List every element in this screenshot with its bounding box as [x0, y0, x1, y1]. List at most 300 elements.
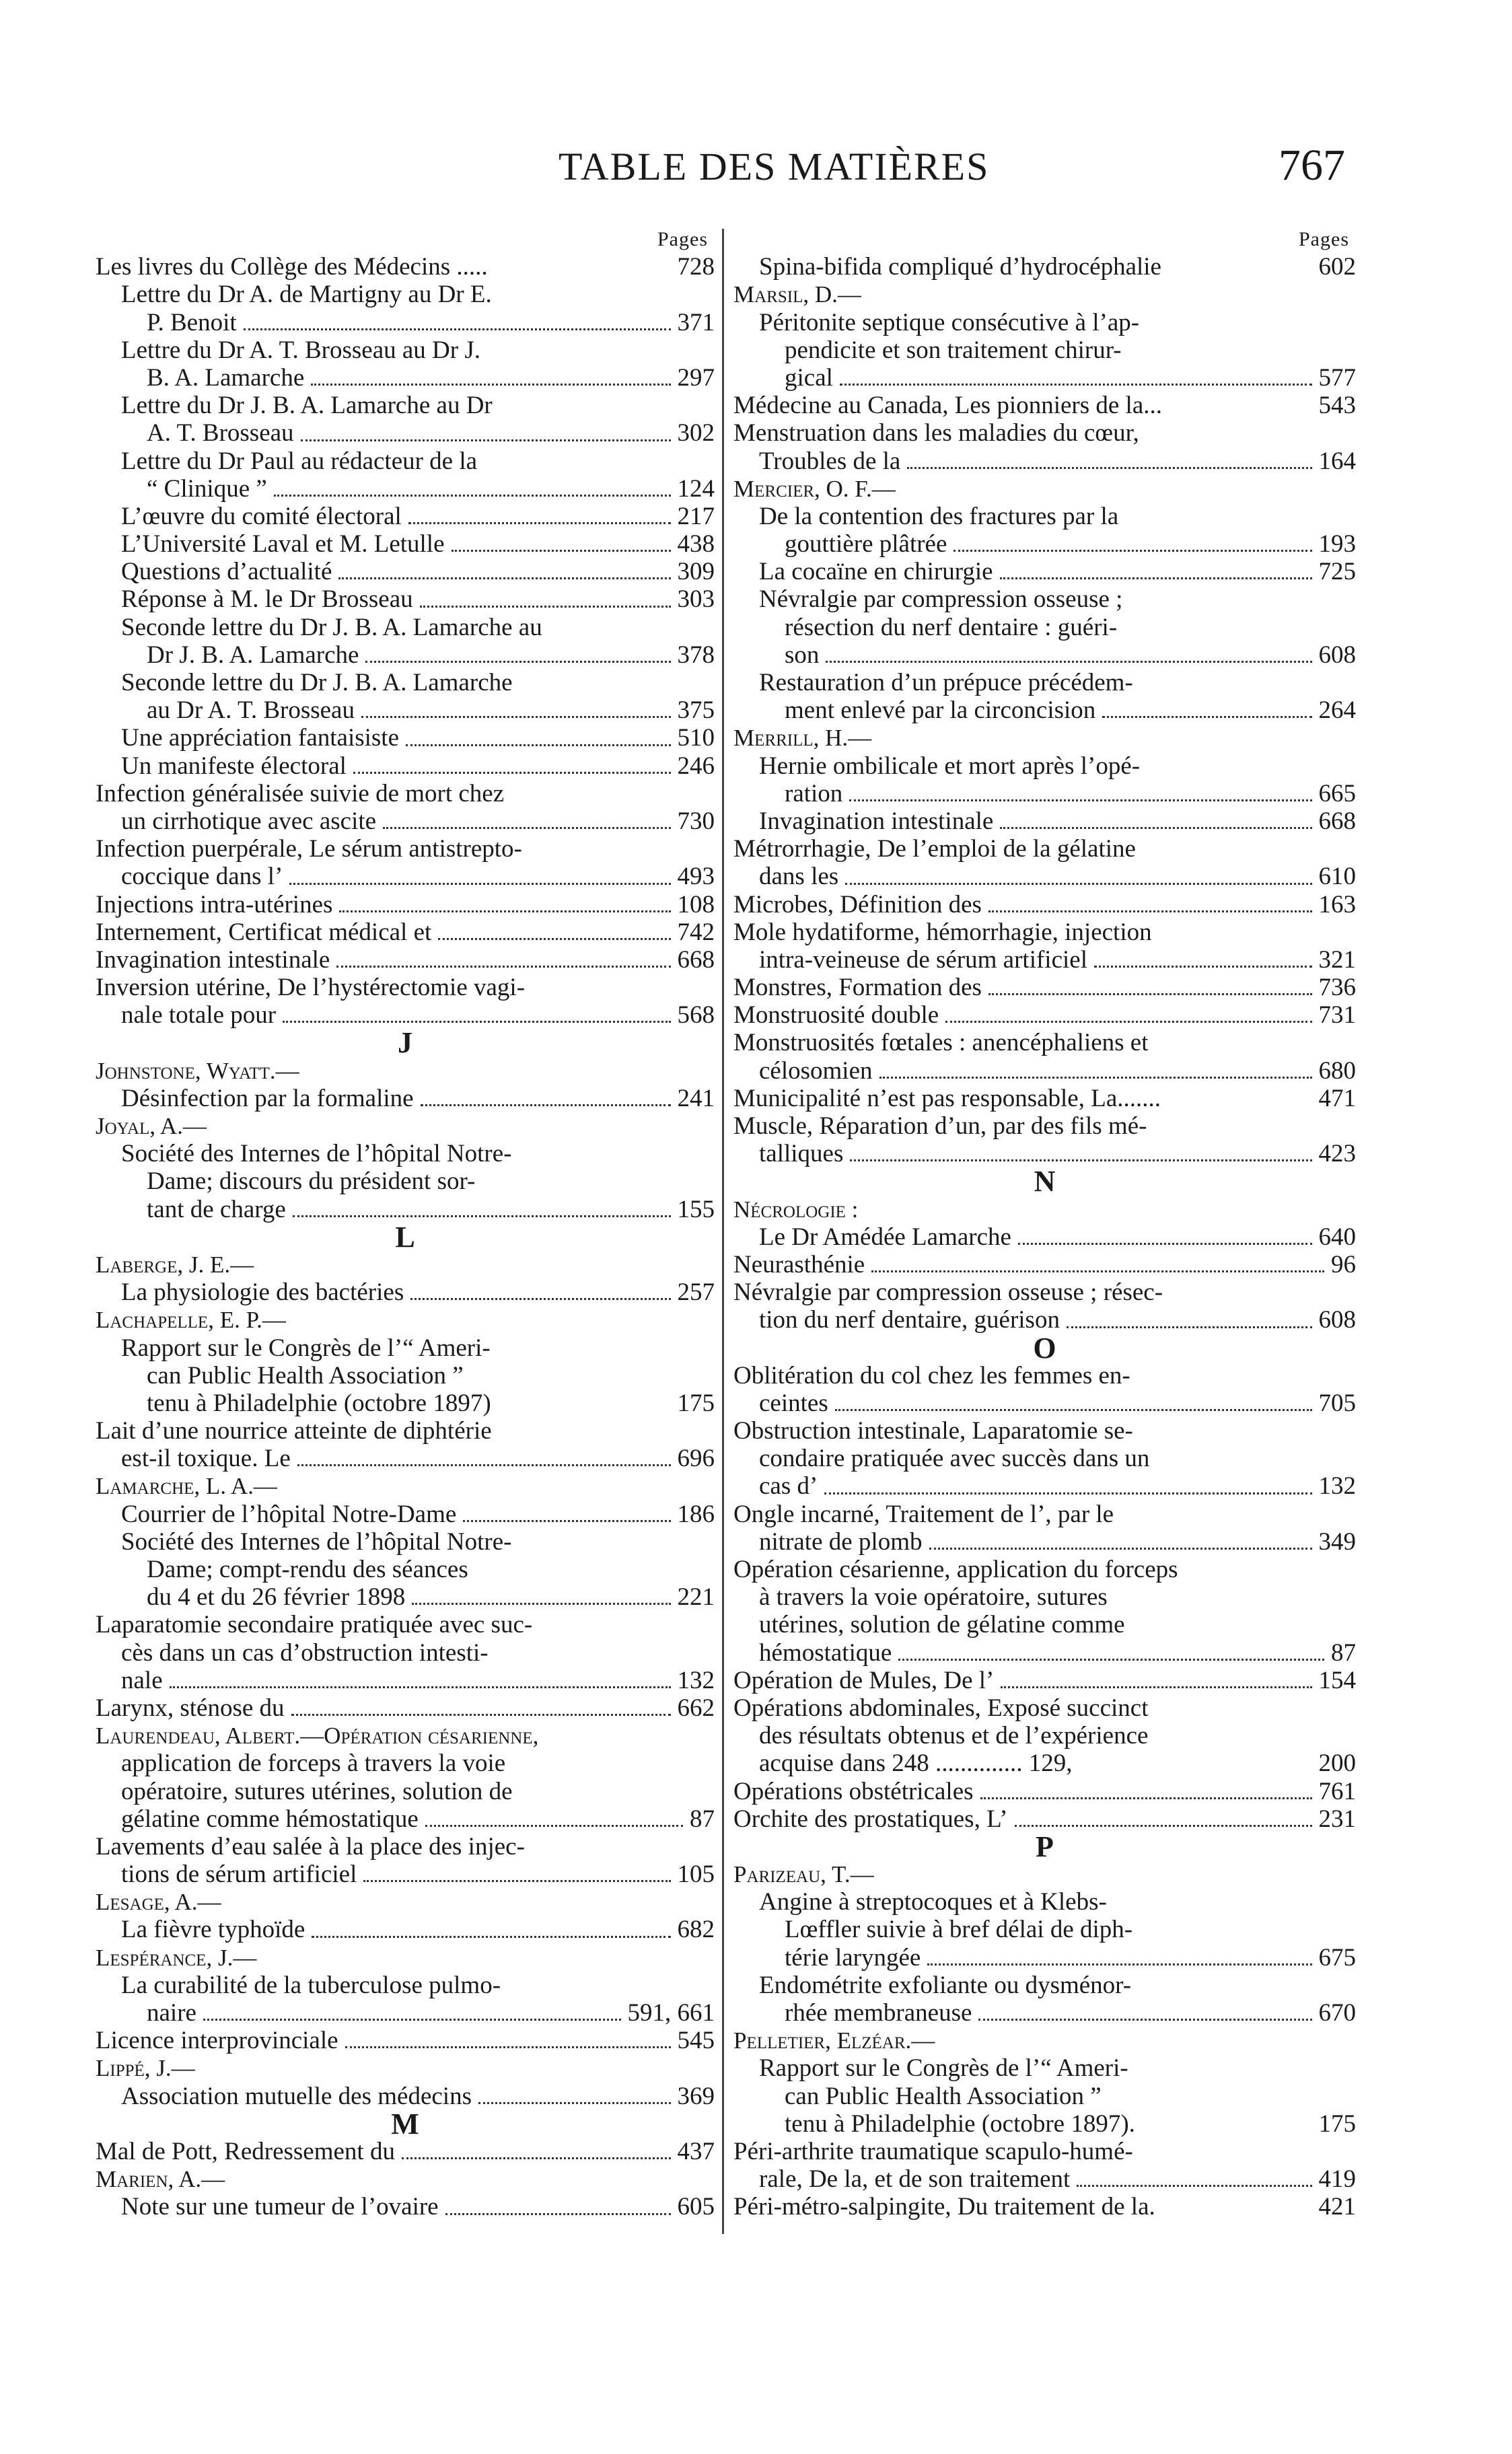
dot-leader: [988, 883, 1312, 912]
index-entry: [96, 253, 715, 281]
entry-page-number: 680: [1318, 1056, 1356, 1085]
entry-page-number: 437: [677, 2137, 715, 2165]
entry-text: Laparatomie secondaire pratiquée avec suc-: [96, 1611, 533, 1639]
right-index-column: [733, 225, 1356, 2221]
entry-text: gélatine comme hémostatique: [121, 1805, 419, 1833]
entry-text: La cocaïne en chirurgie: [759, 558, 993, 586]
index-entry: [733, 2165, 1356, 2193]
index-entry: [733, 2054, 1356, 2082]
entry-page-number: 662: [677, 1694, 715, 1722]
entry-text: Mal de Pott, Redressement du: [96, 2137, 395, 2165]
index-entry: [733, 447, 1356, 475]
dot-leader: [301, 411, 671, 441]
entry-page-number: 303: [677, 585, 715, 614]
entry-text: La fièvre typhoïde: [121, 1916, 305, 1944]
index-entry: [96, 585, 715, 613]
entry-text: Parizeau, T.—: [733, 1861, 874, 1888]
index-entry: [96, 1196, 715, 1223]
section-letter: L: [395, 1220, 415, 1254]
entry-text: gical: [785, 363, 833, 392]
entry-text: Infection puerpérale, Le sérum antistrepto-: [96, 835, 522, 863]
section-letter: J: [398, 1026, 412, 1060]
dot-leader: [826, 633, 1312, 663]
index-entry: [733, 1888, 1356, 1916]
entry-text: ceintes: [759, 1389, 828, 1417]
entry-text: Spina-bifida compliqué d’hydrocéphalie: [759, 253, 1161, 281]
index-entry: [96, 1306, 715, 1334]
entry-text: condaire pratiquée avec succès dans un: [759, 1445, 1150, 1473]
entry-page-number: 742: [677, 918, 715, 946]
entry-text: Hernie ombilicale et mort après l’opé-: [759, 752, 1141, 780]
entry-text: Lettre du Dr Paul au rédacteur de la: [121, 447, 478, 475]
entry-text: Médecine au Canada, Les pionniers de la...: [733, 392, 1162, 420]
index-entry: [733, 1140, 1356, 1167]
dot-leader: [929, 1520, 1312, 1550]
entry-page-number: 246: [677, 752, 715, 780]
entry-text: Microbes, Définition des: [733, 890, 982, 918]
entry-text: Dame; compt-rendu des séances: [147, 1556, 468, 1583]
entry-page-number: 155: [677, 1195, 715, 1223]
entry-text: Seconde lettre du Dr J. B. A. Lamarche au: [121, 613, 542, 641]
entry-text: ment enlevé par la circoncision: [785, 696, 1096, 725]
index-entry: [733, 1306, 1356, 1334]
entry-page-number: 371: [677, 308, 715, 336]
entry-text: Réponse à M. le Dr Brosseau: [121, 585, 413, 614]
dot-leader: [845, 855, 1312, 884]
section-letter: O: [1033, 1331, 1056, 1365]
entry-text: Névralgie par compression osseuse ; résec-: [733, 1278, 1163, 1307]
entry-text: tant de charge: [147, 1195, 286, 1223]
index-entry: [733, 392, 1356, 419]
index-entry: [96, 2083, 715, 2110]
dot-leader: [170, 1659, 671, 1688]
entry-text: Rapport sur le Congrès de l’“ Ameri-: [121, 1334, 491, 1362]
entry-text: Merrill, H.—: [733, 725, 872, 752]
index-entry: [733, 1667, 1356, 1694]
entry-text: Joyal, A.—: [96, 1113, 207, 1139]
entry-text: Infection généralisée suivie de mort chez: [96, 779, 505, 807]
entry-page-number: 696: [677, 1445, 715, 1473]
dot-leader: [1001, 1659, 1312, 1688]
entry-page-number: 132: [677, 1666, 715, 1694]
entry-text: Monstruosités fœtales : anencéphaliens et: [733, 1029, 1149, 1057]
index-entry: [96, 1722, 715, 1749]
index-entry: [733, 1251, 1356, 1278]
index-entry: [96, 1583, 715, 1611]
dot-leader: [410, 1270, 671, 1300]
entry-text: térie laryngée: [785, 1943, 921, 1972]
entry-page-number: 378: [677, 641, 715, 669]
index-entry: [96, 2027, 715, 2054]
entry-text: Internement, Certificat médical et: [96, 918, 432, 946]
entry-text: Oblitération du col chez les femmes en-: [733, 1361, 1130, 1390]
dot-leader: [336, 938, 671, 968]
dot-leader: [1094, 938, 1312, 968]
entry-text: rhée membraneuse: [785, 1999, 972, 2027]
entry-text: Désinfection par la formaline: [121, 1084, 414, 1112]
entry-text: application de forceps à travers la voie: [121, 1749, 506, 1778]
dot-leader: [953, 522, 1312, 552]
index-entry: [96, 1861, 715, 1888]
dot-leader: [244, 301, 671, 330]
entry-page-number: 493: [677, 863, 715, 891]
index-entry: [733, 1390, 1356, 1417]
entry-text: ration: [785, 779, 843, 807]
entry-page-number: 730: [677, 807, 715, 835]
entry-page-number: 705: [1318, 1389, 1356, 1417]
entry-text: nale: [121, 1666, 163, 1694]
index-entry: [96, 1085, 715, 1112]
dot-leader: [879, 1049, 1312, 1079]
entry-page-number: 163: [1318, 890, 1356, 918]
entry-page-number: 175: [1318, 2109, 1356, 2138]
index-entry: [96, 1916, 715, 1943]
entry-page-number: 241: [677, 1084, 715, 1112]
entry-text: Invagination intestinale: [759, 807, 994, 835]
index-entry: [96, 364, 715, 392]
index-entry: [733, 1057, 1356, 1085]
dot-leader: [988, 966, 1312, 995]
entry-page-number: 725: [1318, 558, 1356, 586]
entry-page-number: 668: [677, 945, 715, 974]
dot-leader: [980, 1770, 1312, 1799]
index-entry: [733, 1528, 1356, 1556]
entry-text: du 4 et du 26 février 1898: [147, 1583, 406, 1612]
entry-page-number: 124: [677, 474, 715, 503]
entry-text: à travers la voie opératoire, sutures: [759, 1583, 1108, 1612]
dot-leader: [289, 855, 671, 884]
entry-page-number: 577: [1318, 363, 1356, 392]
dot-leader: [297, 1437, 671, 1466]
index-entry: [96, 946, 715, 974]
page-header-title: TABLE DES MATIÈRES: [559, 145, 990, 188]
left-index-column: [96, 225, 715, 2221]
index-entry: [96, 2193, 715, 2221]
dot-leader: [452, 522, 671, 552]
dot-leader: [463, 1492, 671, 1522]
entry-page-number: 423: [1318, 1140, 1356, 1168]
entry-text: Laberge, J. E.—: [96, 1251, 254, 1278]
entry-page-number: 217: [677, 502, 715, 530]
dot-leader: [402, 2130, 671, 2159]
dot-leader: [312, 1908, 671, 1937]
dot-leader: [345, 2019, 671, 2048]
dot-leader: [353, 744, 671, 774]
index-entry: [733, 2083, 1356, 2110]
dot-leader: [978, 1991, 1312, 2021]
dot-leader: [840, 356, 1312, 386]
entry-text: Dame; discours du président sor-: [147, 1167, 476, 1196]
entry-text: Péritonite septique consécutive à l’ap-: [759, 308, 1140, 336]
entry-text: acquise dans 248 .............. 129,: [759, 1749, 1073, 1778]
entry-text: un cirrhotique avec ascite: [121, 807, 377, 835]
entry-text: Orchite des prostatiques, L’: [733, 1805, 1008, 1833]
entry-page-number: 221: [677, 1583, 715, 1612]
entry-text: Inversion utérine, De l’hystérectomie vagi-: [96, 974, 526, 1002]
entry-text: tenu à Philadelphie (octobre 1897): [147, 1389, 491, 1417]
entry-text: “ Clinique ”: [147, 474, 267, 503]
entry-text: Lettre du Dr A. T. Brosseau au Dr J.: [121, 336, 480, 364]
index-entry: [733, 1085, 1356, 1112]
entry-text: utérines, solution de gélatine comme: [759, 1611, 1125, 1639]
entry-text: Lait d’une nourrice atteinte de diphtérie: [96, 1417, 492, 1445]
index-entry: [733, 2027, 1356, 2054]
index-entry: [733, 1999, 1356, 2027]
dot-leader: [283, 993, 671, 1023]
entry-page-number: 164: [1318, 447, 1356, 475]
entry-text: Monstres, Formation des: [733, 974, 982, 1002]
index-entry: [733, 2110, 1356, 2138]
entry-text: cès dans un cas d’obstruction intesti-: [121, 1638, 489, 1667]
index-entry: [96, 309, 715, 336]
entry-text: Menstruation dans les maladies du cœur,: [733, 419, 1139, 447]
index-entry: [96, 1140, 715, 1167]
dot-leader: [274, 467, 671, 497]
entry-text: Lesage, A.—: [96, 1889, 221, 1916]
dot-leader: [1102, 688, 1312, 718]
dot-leader: [907, 439, 1312, 469]
section-letter: P: [1036, 1830, 1054, 1863]
entry-page-number: 421: [1318, 2193, 1356, 2221]
entry-text: La curabilité de la tuberculose pulmo-: [121, 1971, 501, 1999]
dot-leader: [478, 2074, 671, 2104]
entry-text: Neurasthénie: [733, 1250, 865, 1278]
entry-page-number: 302: [677, 419, 715, 447]
entry-text: can Public Health Association ”: [147, 1361, 464, 1390]
entry-page-number: 186: [677, 1500, 715, 1528]
entry-text: Johnstone, Wyatt.—: [96, 1057, 299, 1084]
index-entry: [733, 891, 1356, 918]
entry-text: dans les: [759, 863, 839, 891]
entry-text: Troubles de la: [759, 447, 901, 475]
entry-text: Un manifeste électoral: [121, 752, 347, 780]
index-entry: [733, 1805, 1356, 1833]
entry-text: P. Benoit: [147, 308, 237, 336]
dot-leader: [338, 550, 671, 579]
entry-page-number: 200: [1318, 1749, 1356, 1778]
entry-text: au Dr A. T. Brosseau: [147, 696, 355, 725]
entry-text: A. T. Brosseau: [147, 419, 294, 447]
entry-text: De la contention des fractures par la: [759, 502, 1119, 530]
index-entry: [96, 1944, 715, 1972]
entry-text: son: [785, 641, 820, 669]
entry-page-number: 728: [677, 253, 715, 281]
index-entry: [96, 1611, 715, 1638]
entry-text: Opérations obstétricales: [733, 1777, 974, 1805]
dot-leader: [421, 1077, 671, 1106]
dot-leader: [1015, 1797, 1312, 1827]
entry-page-number: 610: [1318, 863, 1356, 891]
entry-page-number: 257: [677, 1278, 715, 1307]
dot-leader: [408, 495, 671, 524]
dot-leader: [1067, 1298, 1312, 1328]
dot-leader: [824, 1464, 1312, 1494]
index-entry: [733, 1417, 1356, 1445]
dot-leader: [1077, 2157, 1312, 2187]
index-entry: [96, 1694, 715, 1722]
entry-page-number: 543: [1318, 392, 1356, 420]
entry-text: Société des Internes de l’hôpital Notre-: [121, 1140, 512, 1168]
dot-leader: [412, 1575, 671, 1605]
entry-text: Lettre du Dr A. de Martigny au Dr E.: [121, 281, 492, 309]
column-divider: [722, 229, 724, 2234]
index-entry: [733, 585, 1356, 613]
entry-text: Courrier de l’hôpital Notre-Dame: [121, 1500, 457, 1528]
entry-text: coccique dans l’: [121, 863, 283, 891]
entry-text: Marien, A.—: [96, 2166, 225, 2193]
pages-column-label: Pages: [1299, 228, 1349, 250]
entry-text: Lespérance, J.—: [96, 1944, 257, 1971]
entry-text: des résultats obtenus et de l’expérience: [759, 1722, 1149, 1750]
entry-page-number: 87: [690, 1805, 715, 1833]
entry-page-number: 670: [1318, 1999, 1356, 2027]
index-entry: [733, 1694, 1356, 1722]
index-entry: [733, 1472, 1356, 1500]
index-entry: [96, 2138, 715, 2165]
index-entry: [96, 752, 715, 780]
index-entry: [96, 1001, 715, 1029]
entry-text: nitrate de plomb: [759, 1527, 923, 1556]
entry-page-number: 108: [677, 890, 715, 918]
entry-page-number: 545: [677, 2027, 715, 2055]
entry-text: Laurendeau, Albert.—Opération césarienne,: [96, 1723, 539, 1749]
entry-page-number: 682: [677, 1916, 715, 1944]
entry-text: Lippé, J.—: [96, 2055, 195, 2082]
entry-text: Les livres du Collège des Médecins .....: [96, 253, 488, 281]
entry-text: Lavements d’eau salée à la place des injec-: [96, 1832, 525, 1861]
index-entry: [733, 364, 1356, 392]
entry-text: hémostatique: [759, 1638, 892, 1667]
entry-text: Municipalité n’est pas responsable, La.......: [733, 1084, 1161, 1112]
entry-page-number: 96: [1331, 1250, 1356, 1278]
entry-page-number: 736: [1318, 974, 1356, 1002]
entry-text: naire: [147, 1999, 196, 2027]
entry-text: opératoire, sutures utérines, solution de: [121, 1777, 513, 1805]
entry-text: Péri-arthrite traumatique scapulo-humé-: [733, 2137, 1133, 2165]
dot-leader: [1000, 799, 1312, 829]
entry-text: Marsil, D.—: [733, 281, 861, 308]
entry-page-number: 471: [1318, 1084, 1356, 1112]
entry-text: Muscle, Réparation d’un, par des fils mé-: [733, 1112, 1147, 1140]
entry-text: Rapport sur le Congrès de l’“ Ameri-: [759, 2054, 1128, 2083]
entry-page-number: 175: [677, 1389, 715, 1417]
entry-text: Invagination intestinale: [96, 945, 330, 974]
dot-leader: [1000, 550, 1312, 579]
entry-text: Mercier, O. F.—: [733, 475, 896, 502]
entry-text: Société des Internes de l’hôpital Notre-: [121, 1527, 512, 1556]
entry-text: célosomien: [759, 1056, 873, 1085]
entry-page-number: 668: [1318, 807, 1356, 835]
entry-text: talliques: [759, 1140, 844, 1168]
dot-leader: [311, 356, 671, 386]
entry-page-number: 154: [1318, 1666, 1356, 1694]
dot-leader: [293, 1188, 671, 1217]
entry-page-number: 349: [1318, 1527, 1356, 1556]
entry-page-number: 438: [677, 530, 715, 558]
dot-leader: [420, 577, 671, 607]
index-entry: [733, 1722, 1356, 1749]
dot-leader: [1018, 1215, 1312, 1245]
entry-text: Licence interprovinciale: [96, 2027, 338, 2055]
entry-page-number: 640: [1318, 1223, 1356, 1251]
entry-page-number: 369: [677, 2082, 715, 2110]
entry-page-number: 605: [677, 2193, 715, 2221]
index-entry: [733, 309, 1356, 336]
entry-text: est-il toxique. Le: [121, 1445, 291, 1473]
entry-text: Obstruction intestinale, Laparatomie se-: [733, 1417, 1133, 1445]
entry-text: nale totale pour: [121, 1001, 277, 1030]
entry-page-number: 87: [1331, 1638, 1356, 1667]
dot-leader: [945, 993, 1312, 1023]
index-entry: [733, 724, 1356, 752]
entry-text: résection du nerf dentaire : guéri-: [785, 613, 1118, 641]
index-entry: [733, 1556, 1356, 1583]
index-entry: [96, 1390, 715, 1417]
page-number: 767: [1279, 141, 1345, 190]
entry-text: Endométrite exfoliante ou dysménor-: [759, 1971, 1132, 1999]
index-entry: [96, 1278, 715, 1306]
entry-text: Lœffler suivie à bref délai de diph-: [785, 1916, 1133, 1944]
entry-page-number: 419: [1318, 2165, 1356, 2194]
entry-text: can Public Health Association ”: [785, 2082, 1102, 2110]
entry-text: Métrorrhagie, De l’emploi de la gélatine: [733, 835, 1136, 863]
pages-column-label: Pages: [657, 228, 708, 250]
entry-text: rale, De la, et de son traitement: [759, 2165, 1071, 2194]
dot-leader: [365, 633, 671, 663]
dot-leader: [406, 716, 671, 746]
entry-page-number: 264: [1318, 696, 1356, 725]
index-entry: [733, 475, 1356, 503]
entry-text: tions de sérum artificiel: [121, 1861, 357, 1889]
index-entry: [733, 558, 1356, 585]
entry-text: Dr J. B. A. Lamarche: [147, 641, 359, 669]
index-entry: [96, 1749, 715, 1777]
dot-leader: [291, 1686, 671, 1716]
entry-page-number: 568: [677, 1001, 715, 1030]
entry-page-number: 510: [677, 724, 715, 752]
entry-page-number: 309: [677, 558, 715, 586]
dot-leader: [445, 2185, 671, 2214]
entry-text: Note sur une tumeur de l’ovaire: [121, 2193, 439, 2221]
entry-page-number: 731: [1318, 1001, 1356, 1030]
dot-leader: [339, 883, 671, 912]
dot-leader: [871, 1243, 1324, 1272]
dot-leader: [203, 1991, 621, 2021]
index-entry: [733, 253, 1356, 281]
entry-text: Association mutuelle des médecins: [121, 2082, 472, 2110]
entry-text: B. A. Lamarche: [147, 363, 305, 392]
entry-page-number: 193: [1318, 530, 1356, 558]
entry-text: L’Université Laval et M. Letulle: [121, 530, 445, 558]
entry-text: Seconde lettre du Dr J. B. A. Lamarche: [121, 669, 513, 696]
index-entry: [96, 1112, 715, 1140]
index-entry: [96, 1528, 715, 1556]
entry-text: Injections intra-utérines: [96, 890, 333, 918]
entry-page-number: 608: [1318, 1306, 1356, 1334]
section-letter: M: [391, 2107, 419, 2140]
index-entry: [96, 807, 715, 835]
entry-text: gouttière plâtrée: [785, 530, 947, 558]
entry-text: cas d’: [759, 1472, 818, 1501]
entry-page-number: 375: [677, 696, 715, 725]
index-entry: [733, 807, 1356, 835]
dot-leader: [438, 910, 671, 940]
index-entry: [733, 696, 1356, 724]
entry-text: Péri-métro-salpingite, Du traitement de la.: [733, 2193, 1155, 2221]
entry-text: L’œuvre du comité électoral: [121, 502, 402, 530]
entry-text: Ongle incarné, Traitement de l’, par le: [733, 1500, 1114, 1528]
entry-text: Nécrologie :: [733, 1196, 859, 1223]
